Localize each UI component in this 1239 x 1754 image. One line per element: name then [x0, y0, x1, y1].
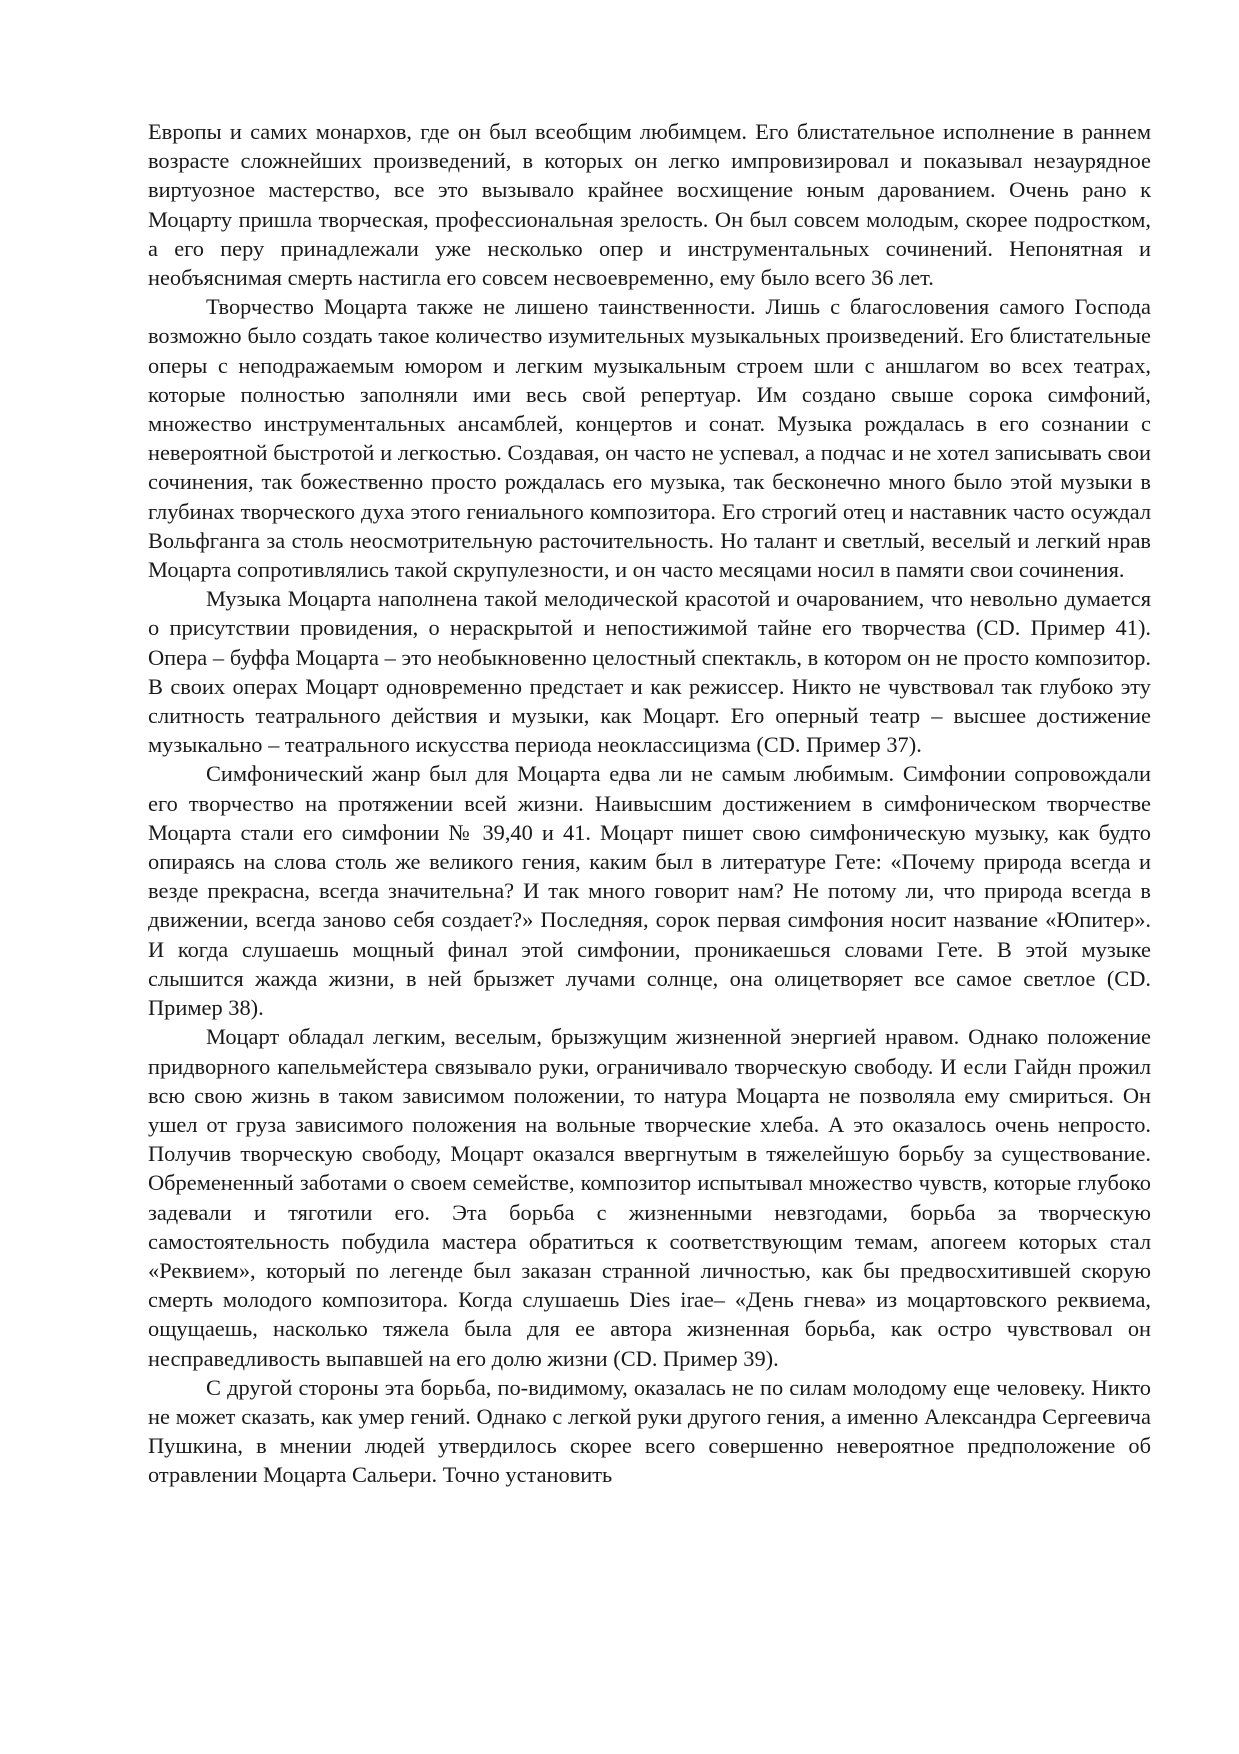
paragraph-5: Моцарт обладал легким, веселым, брызжущим жизненной энергией нравом. Однако положение придворного капельмейстера связывало руки, ограничивало творческую свободу. И если Гайдн прожил всю свою жизнь в таком зависимом положении, то натура Моцарта не позволяла ему смириться. Он ушел от груза зависимого положения на вольные творческие хлеба. А это оказалось очень непросто. Получив творческую свободу, Моцарт оказался ввергнутым в тяжелейшую борьбу за существование. Обремененный заботами о своем семействе, композитор испытывал множество чувств, которые глубоко задевали и тяготили его. Эта борьба с жизненными невзгодами, борьба за творческую самостоятельность побудила мастера обратиться к соответствующим темам, апогеем которых стал «Реквием», который по легенде был заказан странной личностью, как бы предвосхитившей скорую смерть молодого композитора. Когда слушаешь Dies irae– «День гнева» из моцартовского реквиема, ощущаешь, насколько тяжела была для ее автора жизненная борьба, как остро чувствовал он несправедливость выпавшей на его долю жизни (CD. Пример 39). [148, 1024, 1151, 1371]
paragraph-4: Симфонический жанр был для Моцарта едва ли не самым любимым. Симфонии сопровождали его творчество на протяжении всей жизни. Наивысшим достижением в симфоническом творчестве Моцарта стали его симфонии № 39,40 и 41. Моцарт пишет свою симфоническую музыку, как будто опираясь на слова столь же великого гения, каким был в литературе Гете: «Почему природа всегда и везде прекрасна, всегда значительна? И так много говорит нам? Не потому ли, что природа всегда в движении, всегда заново себя создает?» Последняя, сорок первая симфония носит название «Юпитер». И когда слушаешь мощный финал этой симфонии, проникаешься словами Гете. В этой музыке слышится жажда жизни, в ней брызжет лучами солнце, она олицетворяет все самое светлое (CD. Пример 38). [148, 761, 1151, 1021]
paragraph-6: С другой стороны эта борьба, по-видимому, оказалась не по силам молодому еще человеку. Никто не может сказать, как умер гений. Однако с легкой руки другого гения, а именно Александра Сергеевича Пушкина, в мнении людей утвердилось скорее всего совершенно невероятное предположение об отравлении Моцарта Сальери. Точно установить [148, 1374, 1151, 1488]
document-page [148, 117, 1151, 1490]
paragraph-2: Творчество Моцарта также не лишено таинственности. Лишь с благословения самого Господа возможно было создать такое количество изумительных музыкальных произведений. Его блистательные оперы с неподражаемым юмором и легким музыкальным строем шли с аншлагом во всех театрах, которые полностью заполняли ими весь свой репертуар. Им создано свыше сорока симфоний, множество инструментальных ансамблей, концертов и сонат. Музыка рождалась в его сознании с невероятной быстротой и легкостью. Создавая, он часто не успевал, а подчас и не хотел записывать свои сочинения, так божественно просто рождалась его музыка, так бесконечно много было этой музыки в глубинах творческого духа этого гениального композитора. Его строгий отец и наставник часто осуждал Вольфганга за столь неосмотрительную расточительность. Но талант и светлый, веселый и легкий нрав Моцарта сопротивлялись такой скрупулезности, и он часто месяцами носил в памяти свои сочинения. [148, 294, 1151, 583]
paragraph-3: Музыка Моцарта наполнена такой мелодической красотой и очарованием, что невольно думается о присутствии провидения, о нераскрытой и непостижимой тайне его творчества (CD. Пример 41). Опера – буффа Моцарта – это необыкновенно целостный спектакль, в котором он не просто композитор. В своих операх Моцарт одновременно предстает и как режиссер. Никто не чувствовал так глубоко эту слитность театрального действия и музыки, как Моцарт. Его оперный театр – высшее достижение музыкально – театрального искусства периода неоклассицизма (CD. Пример 37). [148, 586, 1151, 758]
paragraph-1: Европы и самих монархов, где он был всеобщим любимцем. Его блистательное исполнение в раннем возрасте сложнейших произведений, в которых он легко импровизировал и показывал незаурядное виртуозное мастерство, все это вызывало крайнее восхищение юным дарованием. Очень рано к Моцарту пришла творческая, профессиональная зрелость. Он был совсем молодым, скорее подростком, а его перу принадлежали уже несколько опер и инструментальных сочинений. Непонятная и необъяснимая смерть настигла его совсем несвоевременно, ему было всего 36 лет. [148, 119, 1151, 291]
